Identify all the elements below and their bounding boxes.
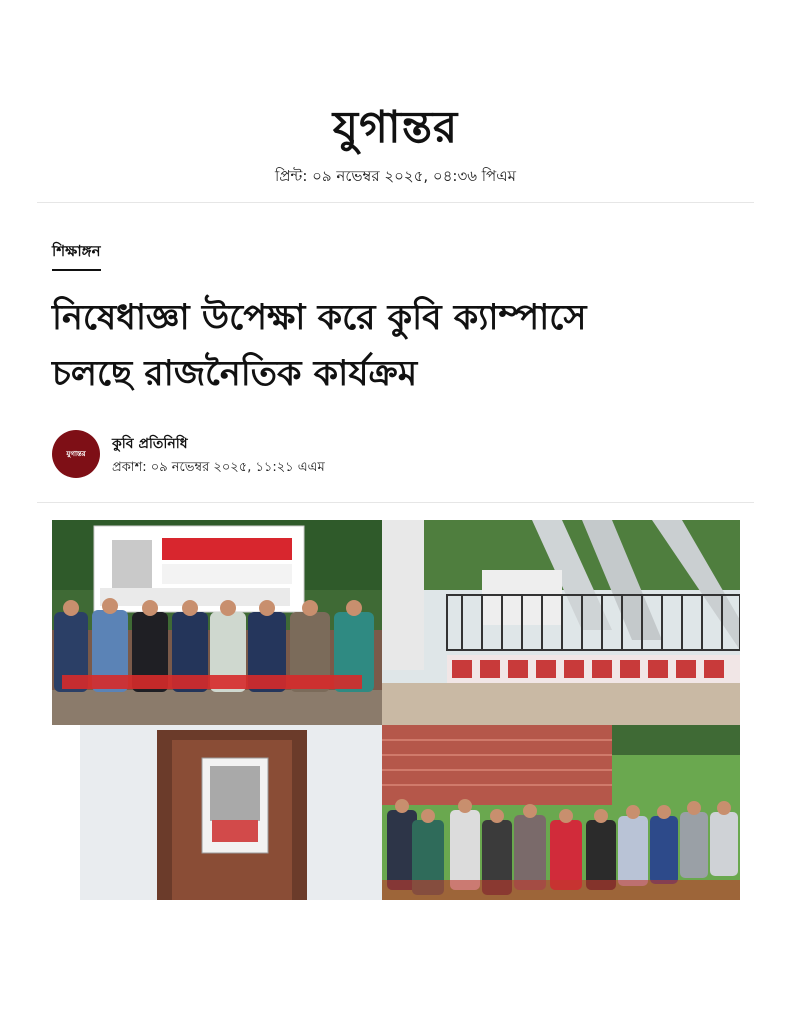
author-divider bbox=[37, 502, 754, 503]
author-name[interactable]: কুবি প্রতিনিধি bbox=[112, 436, 188, 452]
site-logo[interactable]: যুগান্তর bbox=[332, 102, 459, 153]
print-date: প্রিন্ট: ০৯ নভেম্বর ২০২৫, ০৪:৩৬ পিএম bbox=[275, 167, 516, 185]
photo-crowd-steps bbox=[382, 725, 740, 900]
author-avatar[interactable] bbox=[52, 430, 100, 478]
category-link[interactable]: শিক্ষাঙ্গন bbox=[52, 240, 101, 271]
masthead bbox=[0, 100, 791, 156]
photo-monument bbox=[382, 520, 740, 725]
publish-date: প্রকাশ: ০৯ নভেম্বর ২০২৫, ১১:২১ এএম bbox=[112, 460, 325, 475]
article-headline bbox=[52, 290, 712, 402]
headline-line-2: চলছে রাজনৈতিক কার্যক্রম bbox=[52, 354, 418, 394]
photo-door-poster bbox=[52, 725, 382, 900]
headline-line-1: নিষেধাজ্ঞা উপেক্ষা করে কুবি ক্যাম্পাসে bbox=[52, 298, 587, 338]
article-photo-collage[interactable] bbox=[52, 520, 740, 900]
header-divider bbox=[37, 202, 754, 203]
collage-svg bbox=[52, 520, 740, 900]
avatar-logo-text: যুগান্তর bbox=[66, 450, 86, 458]
photo-seated-group bbox=[52, 520, 382, 725]
